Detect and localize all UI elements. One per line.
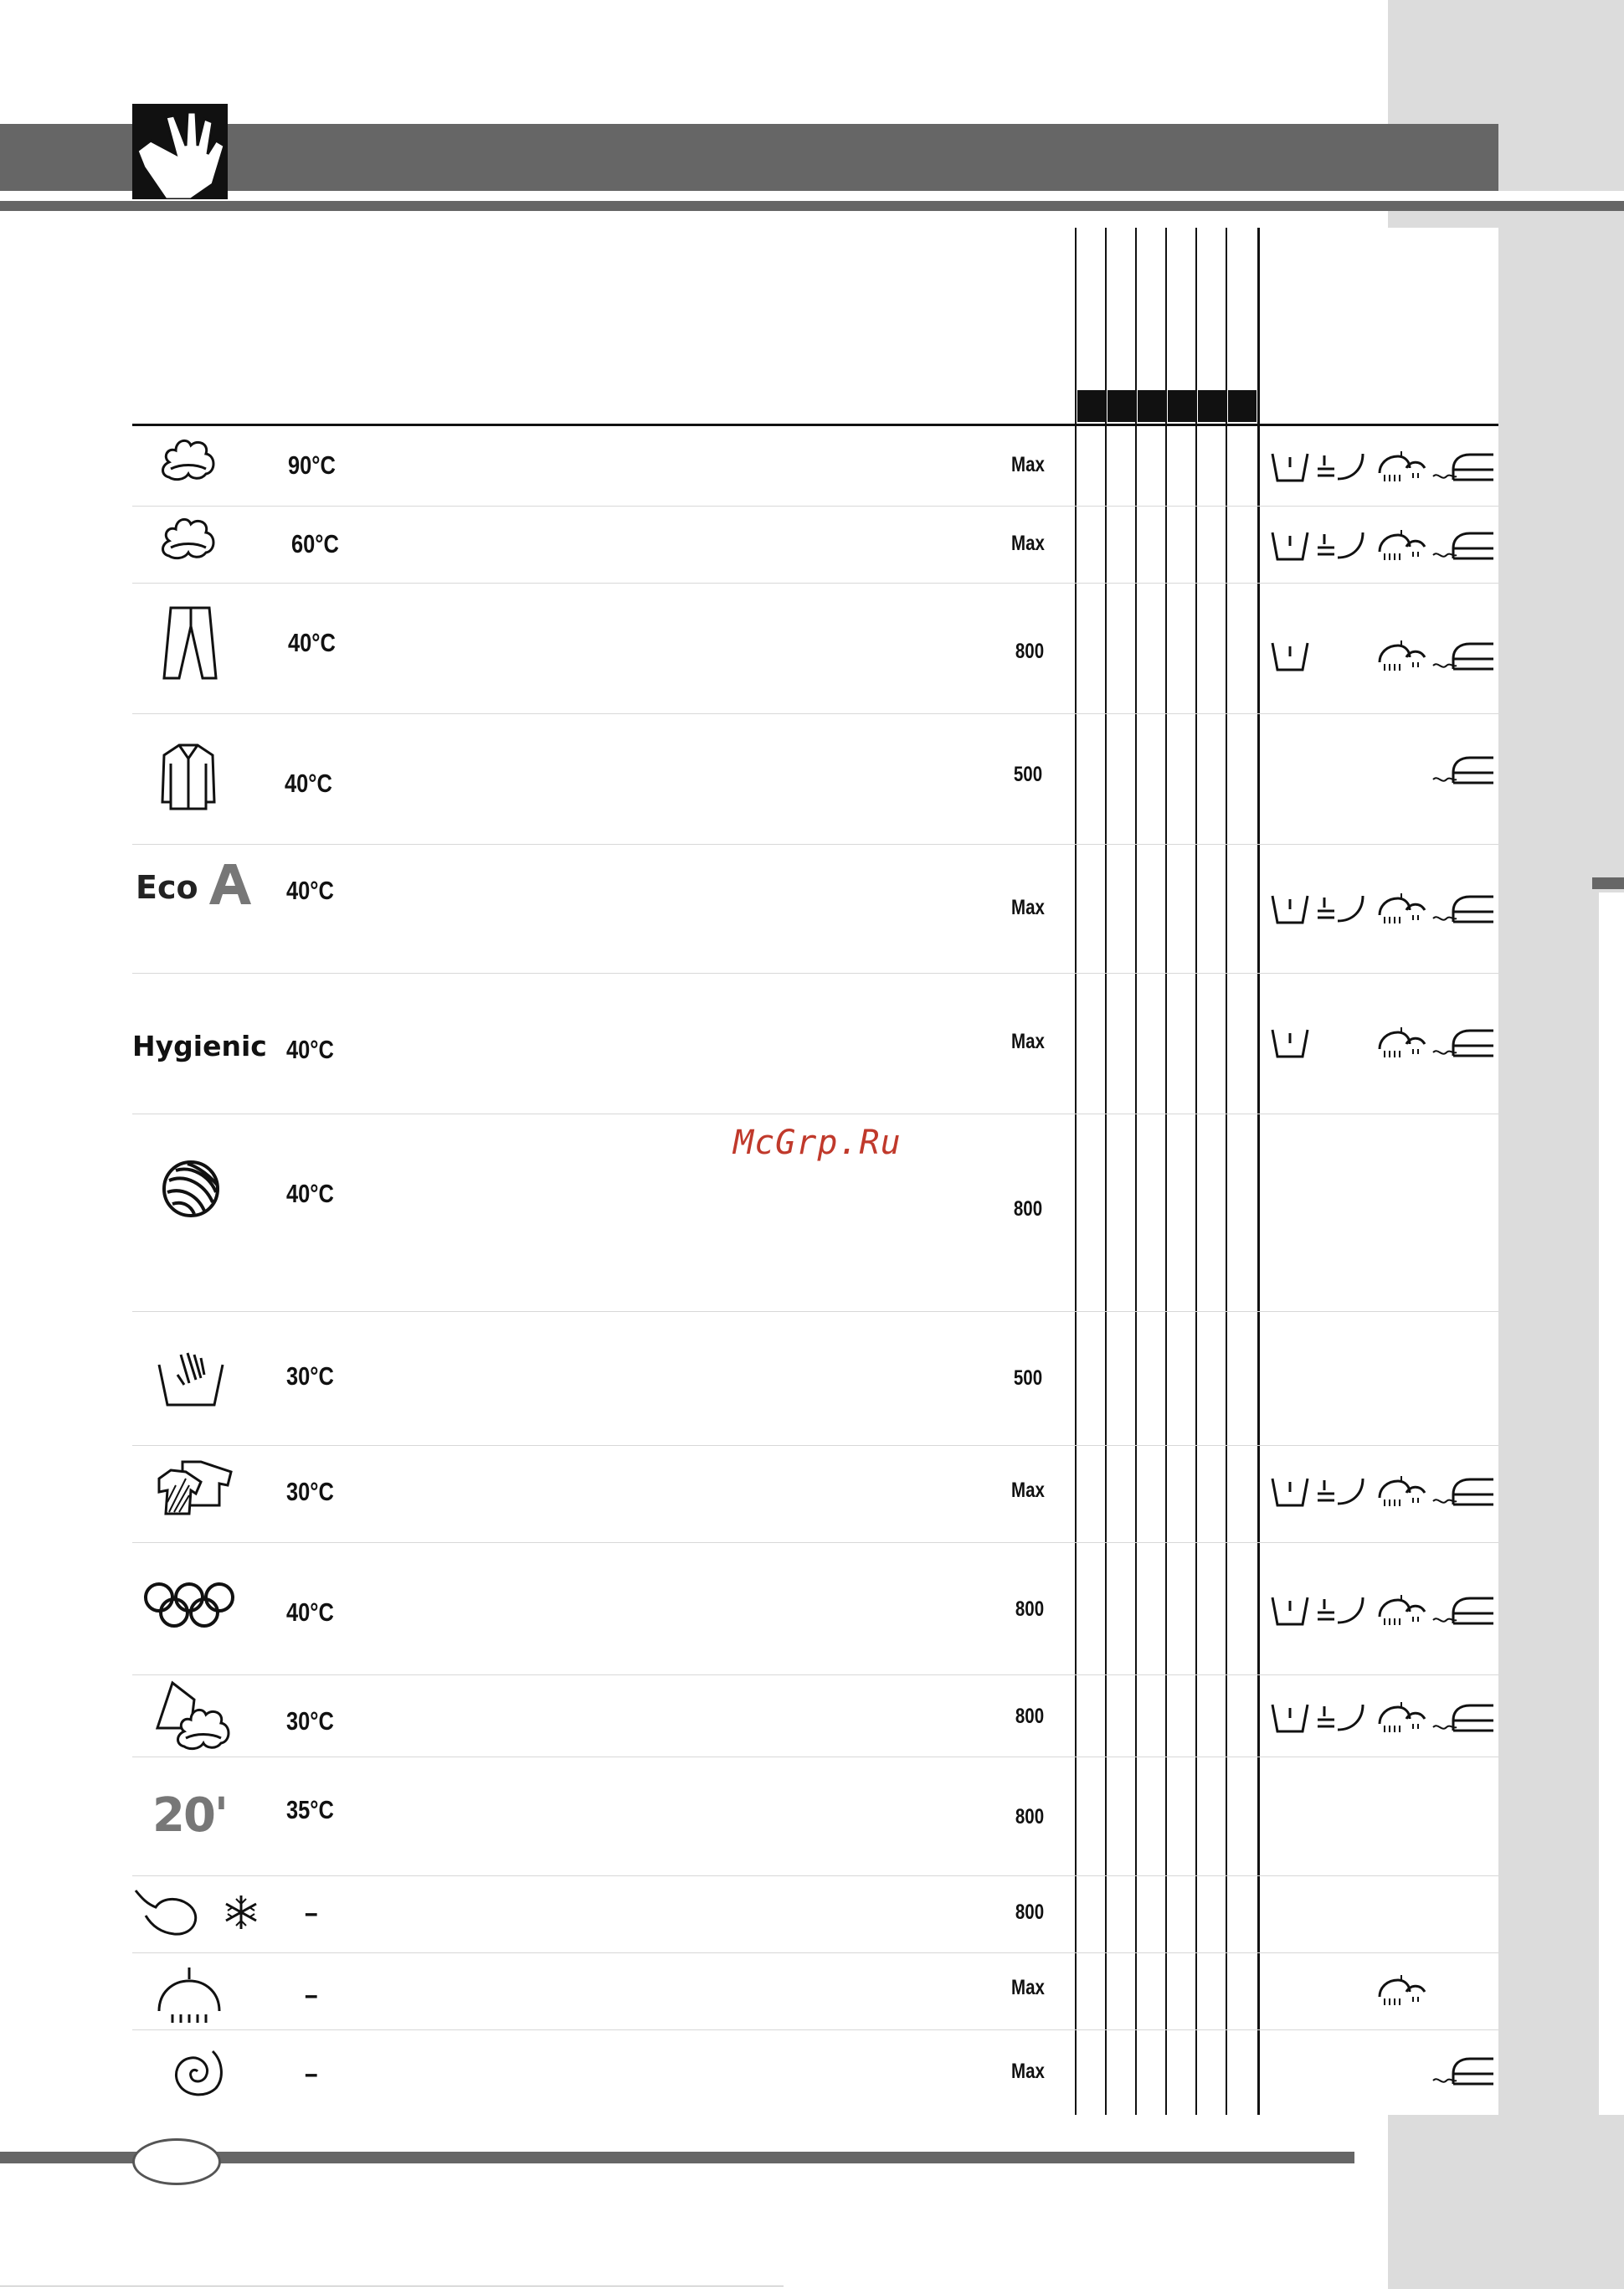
spin-speed: Max (1011, 1030, 1045, 1053)
tumble-dry-icon (1376, 1026, 1428, 1061)
tumble-dry-icon (1376, 1700, 1428, 1736)
bleach-icon (1316, 1701, 1366, 1735)
iron-icon (1431, 753, 1498, 788)
temperature: 60°C (291, 529, 339, 558)
column-header-square (1108, 390, 1136, 422)
hand-wash-icon (156, 1350, 226, 1408)
synthetic-cotton-icon (156, 1681, 231, 1750)
spin-speed: Max (1011, 1479, 1045, 1502)
iron-icon (1431, 892, 1498, 927)
refresh-icon (134, 1887, 206, 1939)
wash-basin-icon (1271, 892, 1309, 926)
spin-speed: 500 (1013, 763, 1043, 786)
wash-basin-icon (1271, 450, 1309, 484)
wash-basin-icon (1271, 640, 1309, 673)
hand-icon-box (132, 104, 228, 199)
table-top-rule (132, 424, 1498, 426)
side-tab-white (1599, 892, 1624, 2148)
tumble-dry-icon (1376, 450, 1428, 485)
side-panel-bottom (1388, 2115, 1624, 2289)
spin-icon (164, 2043, 228, 2100)
quick-20-label: 20' (152, 1788, 228, 1843)
iron-icon (1431, 2054, 1498, 2089)
row-separator (132, 973, 1498, 974)
column-line (1105, 228, 1107, 2115)
temperature: – (305, 1979, 318, 2011)
row-separator (132, 1311, 1498, 1312)
side-tab-marker (1592, 877, 1624, 889)
iron-icon (1431, 1474, 1498, 1510)
row-separator (132, 506, 1498, 507)
bleach-icon (1316, 892, 1366, 926)
column-header-square (1198, 390, 1226, 422)
wash-basin-icon (1271, 1475, 1309, 1509)
row-separator (132, 2029, 1498, 2030)
hygienic-label: Hygienic (132, 1030, 267, 1062)
cotton-icon (161, 514, 216, 561)
tumble-dry-icon (1376, 639, 1428, 674)
watermark: McGrp.Ru (733, 1124, 902, 1162)
iron-icon (1431, 639, 1498, 674)
temperature: – (305, 2058, 318, 2090)
eco-a-icon (208, 862, 253, 906)
iron-icon (1431, 1026, 1498, 1061)
spin-speed: 800 (1015, 1805, 1045, 1829)
bleach-icon (1316, 1594, 1366, 1628)
temperature: 40°C (286, 876, 334, 905)
row-separator (132, 844, 1498, 845)
spin-speed: 800 (1015, 1901, 1045, 1924)
tumble-dry-icon (1376, 1474, 1428, 1510)
wool-icon (157, 1155, 224, 1222)
trousers-icon (161, 604, 219, 682)
spin-speed: 800 (1015, 1705, 1045, 1728)
bleach-icon (1316, 450, 1366, 484)
sport-rings-icon (142, 1581, 236, 1629)
column-line (1257, 228, 1260, 2115)
column-header-square (1077, 390, 1106, 422)
shirt-icon (159, 742, 218, 814)
snowflake-icon (223, 1894, 260, 1931)
page-number-oval (132, 2138, 221, 2185)
temperature: 30°C (286, 1361, 334, 1391)
spin-speed: 800 (1015, 640, 1045, 663)
spin-speed: 800 (1013, 1197, 1043, 1221)
row-separator (132, 713, 1498, 714)
bleach-icon (1316, 529, 1366, 563)
temperature: 40°C (286, 1179, 334, 1208)
wash-basin-icon (1271, 1594, 1309, 1628)
temperature: 35°C (286, 1795, 334, 1824)
spin-speed: Max (1011, 1976, 1045, 1999)
spin-speed: Max (1011, 896, 1045, 919)
wash-basin-icon (1271, 1026, 1309, 1060)
column-line (1195, 228, 1197, 2115)
tumble-dry-icon (1376, 1973, 1428, 2009)
tumble-dry-icon (1376, 528, 1428, 563)
temperature: 40°C (288, 628, 336, 657)
iron-icon (1431, 1700, 1498, 1736)
temperature: 40°C (285, 769, 332, 798)
wash-basin-icon (1271, 1701, 1309, 1735)
row-separator (132, 1875, 1498, 1876)
column-line (1226, 228, 1227, 2115)
spin-speed: Max (1011, 453, 1045, 476)
iron-icon (1431, 1593, 1498, 1628)
row-separator (132, 1445, 1498, 1446)
temperature: – (305, 1897, 318, 1929)
hand-icon (132, 104, 228, 199)
row-separator (132, 1542, 1498, 1543)
tumble-dry-icon (1376, 892, 1428, 927)
row-separator (132, 583, 1498, 584)
spin-speed: Max (1011, 2060, 1045, 2083)
rinse-icon (156, 1966, 223, 2024)
cotton-icon (161, 435, 216, 482)
iron-icon (1431, 450, 1498, 485)
temperature: 30°C (286, 1706, 334, 1736)
header-white-line (0, 191, 1624, 201)
temperature: 40°C (286, 1597, 334, 1627)
bleach-icon (1316, 1475, 1366, 1509)
iron-icon (1431, 528, 1498, 563)
spin-speed: 800 (1015, 1597, 1045, 1621)
column-header-square (1168, 390, 1196, 422)
spin-speed: Max (1011, 532, 1045, 555)
column-line (1135, 228, 1137, 2115)
column-line (1075, 228, 1077, 2115)
mixed-clothes-icon (157, 1460, 233, 1515)
temperature: 40°C (286, 1035, 334, 1064)
eco-label: Eco (136, 869, 198, 906)
spin-speed: 500 (1013, 1366, 1043, 1390)
column-header-square (1138, 390, 1166, 422)
row-separator (132, 1952, 1498, 1953)
column-line (1165, 228, 1167, 2115)
header-rule (0, 201, 1624, 211)
wash-basin-icon (1271, 529, 1309, 563)
column-header-square (1228, 390, 1257, 422)
temperature: 30°C (286, 1477, 334, 1506)
row-separator (132, 1674, 1498, 1675)
tumble-dry-icon (1376, 1593, 1428, 1628)
temperature: 90°C (288, 450, 336, 480)
